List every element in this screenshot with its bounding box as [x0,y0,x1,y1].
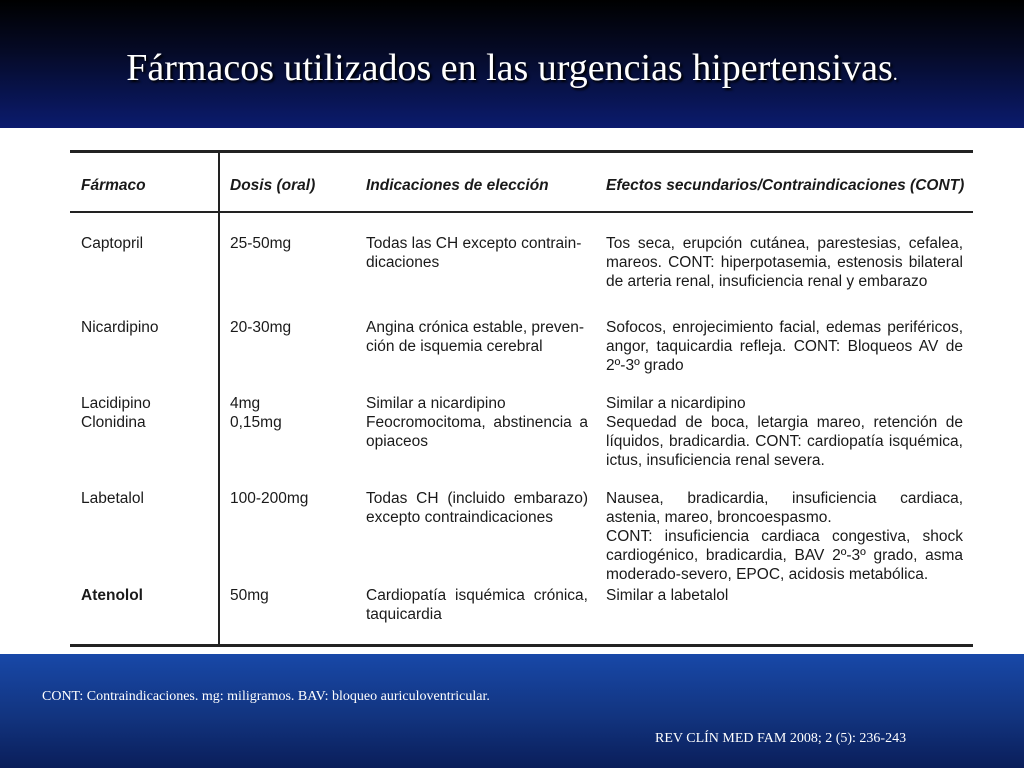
row-lacidipino-indicaciones: Similar a nicardipino Feocromocitoma, abstinencia a opiaceos [366,395,588,450]
row-labetalol-indicaciones: Todas CH (incluido embarazo) excepto contraindicaciones [366,490,588,526]
row-captopril-efectos: Tos seca, erupción cutánea, parestesias, cefalea, mareos. CONT: hiperpotasemia, estenosis bilateral de arteria renal, insuficiencia renal y embarazo [606,235,963,290]
table-top-rule [70,150,973,153]
row-atenolol-efectos: Similar a labetalol [606,587,729,604]
row-lacidipino-farmaco: Lacidipino Clonidina [81,395,151,431]
table-column-divider [218,153,220,644]
row-atenolol-farmaco: Atenolol [81,587,143,604]
header-efectos: Efectos secundarios/Contraindicaciones (CONT) [606,177,965,194]
row-captopril-farmaco: Captopril [81,235,144,252]
footnote: CONT: Contraindicaciones. mg: miligramos. BAV: bloqueo auriculoventricular. [42,689,490,704]
row-nicardipino-efectos: Sofocos, enrojecimiento facial, edemas periféricos, angor, taquicardia refleja. CONT: Bloqueos AV de 2º-3º grado [606,319,963,374]
table-header-rule [70,211,973,213]
header-indicaciones: Indicaciones de elección [366,177,549,194]
slide-title [0,46,1024,90]
reference: REV CLÍN MED FAM 2008; 2 (5): 236-243 [655,731,907,746]
title-band [0,0,1024,128]
row-captopril-indicaciones: Todas las CH excepto contrain- dicaciones [366,235,582,271]
row-lacidipino-dosis: 4mg 0,15mg [230,395,282,431]
slide-title-text: Fármacos utilizados en las urgencias hipertensivas [126,47,893,89]
row-atenolol-dosis: 50mg [230,587,269,604]
row-captopril-dosis: 25-50mg [230,235,292,252]
table-bottom-rule [70,644,973,647]
row-nicardipino-indicaciones: Angina crónica estable, preven- ción de isquemia cerebral [366,319,584,355]
row-nicardipino-farmaco: Nicardipino [81,319,159,336]
header-farmaco: Fármaco [81,177,146,194]
row-labetalol-efectos: Nausea, bradicardia, insuficiencia cardiaca, astenia, mareo, broncoespasmo. CONT: insuficiencia cardiaca congestiva, shock cardiogénico, bradicardia, BAV 2º-3º grado, asma moderado-severo, EPOC, acidosis metabólica. [606,490,963,583]
header-dosis: Dosis (oral) [230,177,316,194]
row-nicardipino-dosis: 20-30mg [230,319,292,336]
footer-band [0,654,1024,768]
row-lacidipino-efectos: Similar a nicardipino Sequedad de boca, letargia mareo, retención de líquidos, bradicardia. CONT: cardiopatía isquémica, ictus, insuficiencia renal severa. [606,395,963,469]
slide-title-period: . [892,63,898,85]
row-atenolol-indicaciones: Cardiopatía isquémica crónica, taquicardia [366,587,588,623]
row-labetalol-farmaco: Labetalol [81,490,144,507]
row-labetalol-dosis: 100-200mg [230,490,309,507]
drug-table [70,150,973,647]
